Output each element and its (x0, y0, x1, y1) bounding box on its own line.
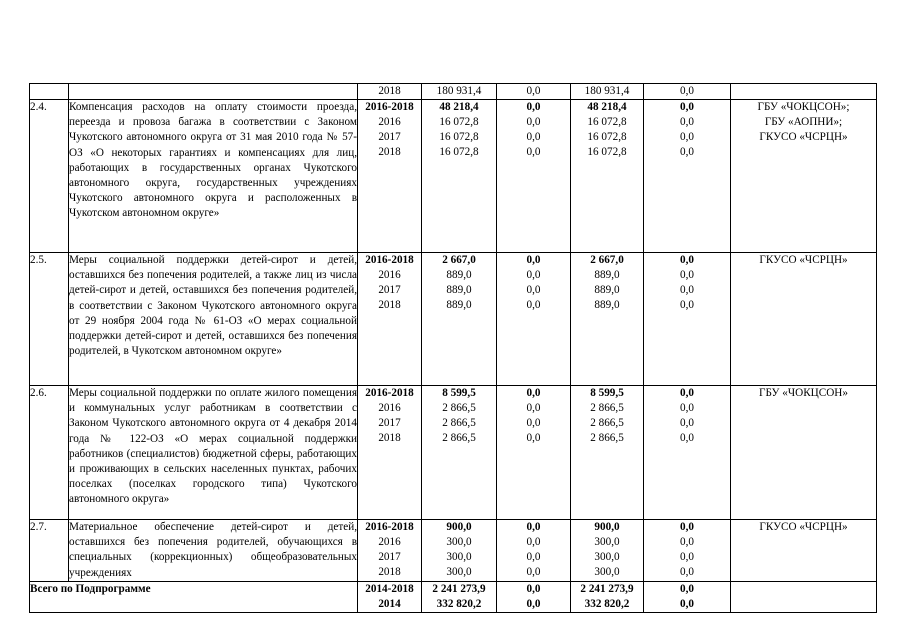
federal-value: 0,0 (526, 299, 541, 311)
year-cell: 2018 (358, 84, 422, 100)
local-value: 0,0 (680, 284, 694, 296)
okrug-value: 48 218,4 (587, 101, 627, 113)
total-value: 889,0 (446, 299, 472, 311)
okrug-value: 889,0 (594, 284, 620, 296)
federal-value: 0,0 (526, 387, 541, 399)
total-row (30, 581, 877, 612)
federal-cell (497, 100, 571, 253)
federal-value: 0,0 (526, 566, 541, 578)
program-row (30, 520, 877, 582)
year-value: 2016-2018 (365, 254, 414, 266)
okrug-value: 889,0 (594, 299, 620, 311)
okrug-value: 300,0 (594, 551, 620, 563)
federal-value: 0,0 (526, 269, 541, 281)
total-value: 332 820,2 (584, 597, 630, 610)
okrug-value: 889,0 (594, 269, 620, 281)
federal-value: 0,0 (526, 254, 541, 266)
local-value: 0,0 (680, 551, 694, 563)
local-value: 0,0 (680, 101, 694, 113)
year-value: 2017 (378, 284, 401, 296)
total-cell (422, 386, 497, 520)
total-value: 2 866,5 (442, 402, 476, 414)
local-value: 0,0 (680, 299, 694, 311)
local-value: 0,0 (680, 131, 694, 143)
okrug-value: 2 866,5 (590, 402, 624, 414)
okrug-value: 2 866,5 (590, 417, 624, 429)
local-value: 0,0 (680, 566, 694, 578)
executor-cell (731, 100, 877, 253)
local-cell (644, 386, 731, 520)
year-value: 2016-2018 (365, 387, 414, 399)
executor-cell (731, 386, 877, 520)
local-value: 0,0 (680, 254, 694, 266)
program-row (30, 386, 877, 520)
year-value: 2017 (378, 131, 401, 143)
year-value: 2016-2018 (365, 521, 414, 533)
total-cell: 180 931,4 (422, 84, 497, 100)
executor-line: ГКУСО «ЧСРЦН» (759, 521, 848, 533)
total-federal-cell (497, 581, 571, 612)
local-value: 0,0 (680, 521, 694, 533)
total-value: 0,0 (680, 597, 694, 610)
okrug-value: 900,0 (594, 521, 620, 533)
row-number-cell (30, 84, 69, 100)
year-value: 2016 (378, 269, 401, 281)
executor-cell (731, 253, 877, 386)
executor-cell (731, 84, 877, 100)
federal-value: 0,0 (526, 101, 541, 113)
total-value: 2 241 273,9 (432, 582, 486, 595)
row-number-cell: 2.5. (30, 253, 69, 386)
okrug-value: 2 667,0 (590, 254, 624, 266)
year-cell (358, 386, 422, 520)
federal-cell (497, 253, 571, 386)
total-value: 900,0 (446, 521, 472, 533)
okrug-cell (571, 386, 644, 520)
total-value: 16 072,8 (439, 146, 479, 158)
program-row (30, 100, 877, 253)
federal-value: 0,0 (526, 432, 541, 444)
okrug-value: 16 072,8 (587, 146, 627, 158)
year-cell (358, 100, 422, 253)
federal-value: 0,0 (526, 284, 541, 296)
description-cell: Меры социальной поддержки по оплате жилого помещения и коммунальных услуг работникам в соответствии с Законом Чукотского автономного округа от 4 декабря 2014 года № 122-ОЗ «О мерах социальной поддержки работников (специалистов) бюджетной сферы, работающих и проживающих в сельских населенных пунктах, рабочих поселках (поселках городского типа) Чукотского автономного округа» (69, 386, 358, 520)
description-cell: Компенсация расходов на оплату стоимости проезда, переезда и провоза багажа в соответствии с Законом Чукотского автономного округа от 31 мая 2010 года № 57-ОЗ «О некоторых гарантиях и компенсациях для лиц, работающих в государственных органах Чукотского автономного округа, государственных учреждениях Чукотского автономного округа и расположенных в Чукотском автономном округе» (69, 100, 358, 253)
okrug-value: 2 866,5 (590, 432, 624, 444)
total-value: 2 866,5 (442, 417, 476, 429)
row-number-cell: 2.4. (30, 100, 69, 253)
total-value: 332 820,2 (436, 597, 482, 610)
executor-line: ГБУ «ЧОКЦСОН» (759, 387, 848, 399)
year-value: 2017 (378, 417, 401, 429)
federal-value: 0,0 (526, 536, 541, 548)
total-value: 16 072,8 (439, 131, 479, 143)
local-cell (644, 520, 731, 582)
total-value: 2 866,5 (442, 432, 476, 444)
executor-line: ГБУ «ЧОКЦСОН»; (757, 101, 850, 113)
year-value: 2016 (378, 536, 401, 548)
total-value: 2014-2018 (365, 582, 414, 595)
total-local-cell (644, 581, 731, 612)
okrug-value: 8 599,5 (590, 387, 624, 399)
total-cell (422, 100, 497, 253)
total-value: 300,0 (446, 566, 472, 578)
local-cell: 0,0 (644, 84, 731, 100)
okrug-value: 16 072,8 (587, 116, 627, 128)
total-value: 48 218,4 (439, 101, 479, 113)
total-value: 2014 (378, 597, 401, 610)
total-value: 2 667,0 (442, 254, 476, 266)
total-value: 2 241 273,9 (580, 582, 634, 595)
federal-value: 0,0 (526, 551, 541, 563)
federal-cell (497, 386, 571, 520)
total-year-cell (358, 581, 422, 612)
federal-cell (497, 520, 571, 582)
year-value: 2016 (378, 402, 401, 414)
executor-line: ГКУСО «ЧСРЦН» (759, 254, 848, 266)
federal-value: 0,0 (526, 116, 541, 128)
year-value: 2018 (378, 146, 401, 158)
total-executor-cell (731, 581, 877, 612)
okrug-cell: 180 931,4 (571, 84, 644, 100)
okrug-value: 300,0 (594, 566, 620, 578)
executor-line: ГКУСО «ЧСРЦН» (759, 131, 848, 143)
okrug-cell (571, 253, 644, 386)
total-cell (422, 253, 497, 386)
local-cell (644, 253, 731, 386)
local-value: 0,0 (680, 269, 694, 281)
local-value: 0,0 (680, 417, 694, 429)
federal-value: 0,0 (526, 402, 541, 414)
year-value: 2016-2018 (365, 101, 414, 113)
table-body (30, 84, 877, 613)
year-value: 2018 (378, 299, 401, 311)
total-value: 889,0 (446, 284, 472, 296)
year-cell (358, 253, 422, 386)
year-value: 2016 (378, 116, 401, 128)
row-number-cell: 2.6. (30, 386, 69, 520)
program-row (30, 253, 877, 386)
total-value: 300,0 (446, 551, 472, 563)
year-value: 2017 (378, 551, 401, 563)
total-label-cell: Всего по Подпрограмме (30, 581, 358, 612)
total-value: 0,0 (526, 597, 541, 610)
budget-table (29, 83, 877, 613)
federal-cell: 0,0 (497, 84, 571, 100)
description-cell (69, 84, 358, 100)
total-value: 0,0 (526, 582, 541, 595)
local-value: 0,0 (680, 536, 694, 548)
executor-cell (731, 520, 877, 582)
okrug-cell (571, 520, 644, 582)
local-cell (644, 100, 731, 253)
total-value: 16 072,8 (439, 116, 479, 128)
row-number-cell: 2.7. (30, 520, 69, 582)
total-value: 300,0 (446, 536, 472, 548)
okrug-cell (571, 100, 644, 253)
total-value: 889,0 (446, 269, 472, 281)
executor-line: ГБУ «АОПНИ»; (764, 116, 843, 128)
total-value: 8 599,5 (442, 387, 476, 399)
continuation-row (30, 84, 877, 100)
local-value: 0,0 (680, 402, 694, 414)
okrug-value: 16 072,8 (587, 131, 627, 143)
year-cell (358, 520, 422, 582)
local-value: 0,0 (680, 116, 694, 128)
year-value: 2018 (378, 566, 401, 578)
description-cell: Меры социальной поддержки детей-сирот и детей, оставшихся без попечения родителей, а также лиц из числа детей-сирот и детей, оставшихся без попечения родителей, в соответствии с Законом Чукотского автономного округа от 29 ноября 2004 года № 61-ОЗ «О мерах социальной поддержки детей-сирот и детей, оставшихся без попечения родителей, в Чукотском автономном округе» (69, 253, 358, 386)
local-value: 0,0 (680, 387, 694, 399)
federal-value: 0,0 (526, 417, 541, 429)
description-cell: Материальное обеспечение детей-сирот и детей, оставшихся без попечения родителей, обучающихся в специальных (коррекционных) общеобразовательных учреждениях (69, 520, 358, 582)
federal-value: 0,0 (526, 146, 541, 158)
year-value: 2018 (378, 432, 401, 444)
local-value: 0,0 (680, 146, 694, 158)
total-okrug-cell (571, 581, 644, 612)
total-sum-cell (422, 581, 497, 612)
local-value: 0,0 (680, 432, 694, 444)
okrug-value: 300,0 (594, 536, 620, 548)
total-cell (422, 520, 497, 582)
total-value: 0,0 (680, 582, 694, 595)
federal-value: 0,0 (526, 131, 541, 143)
federal-value: 0,0 (526, 521, 541, 533)
